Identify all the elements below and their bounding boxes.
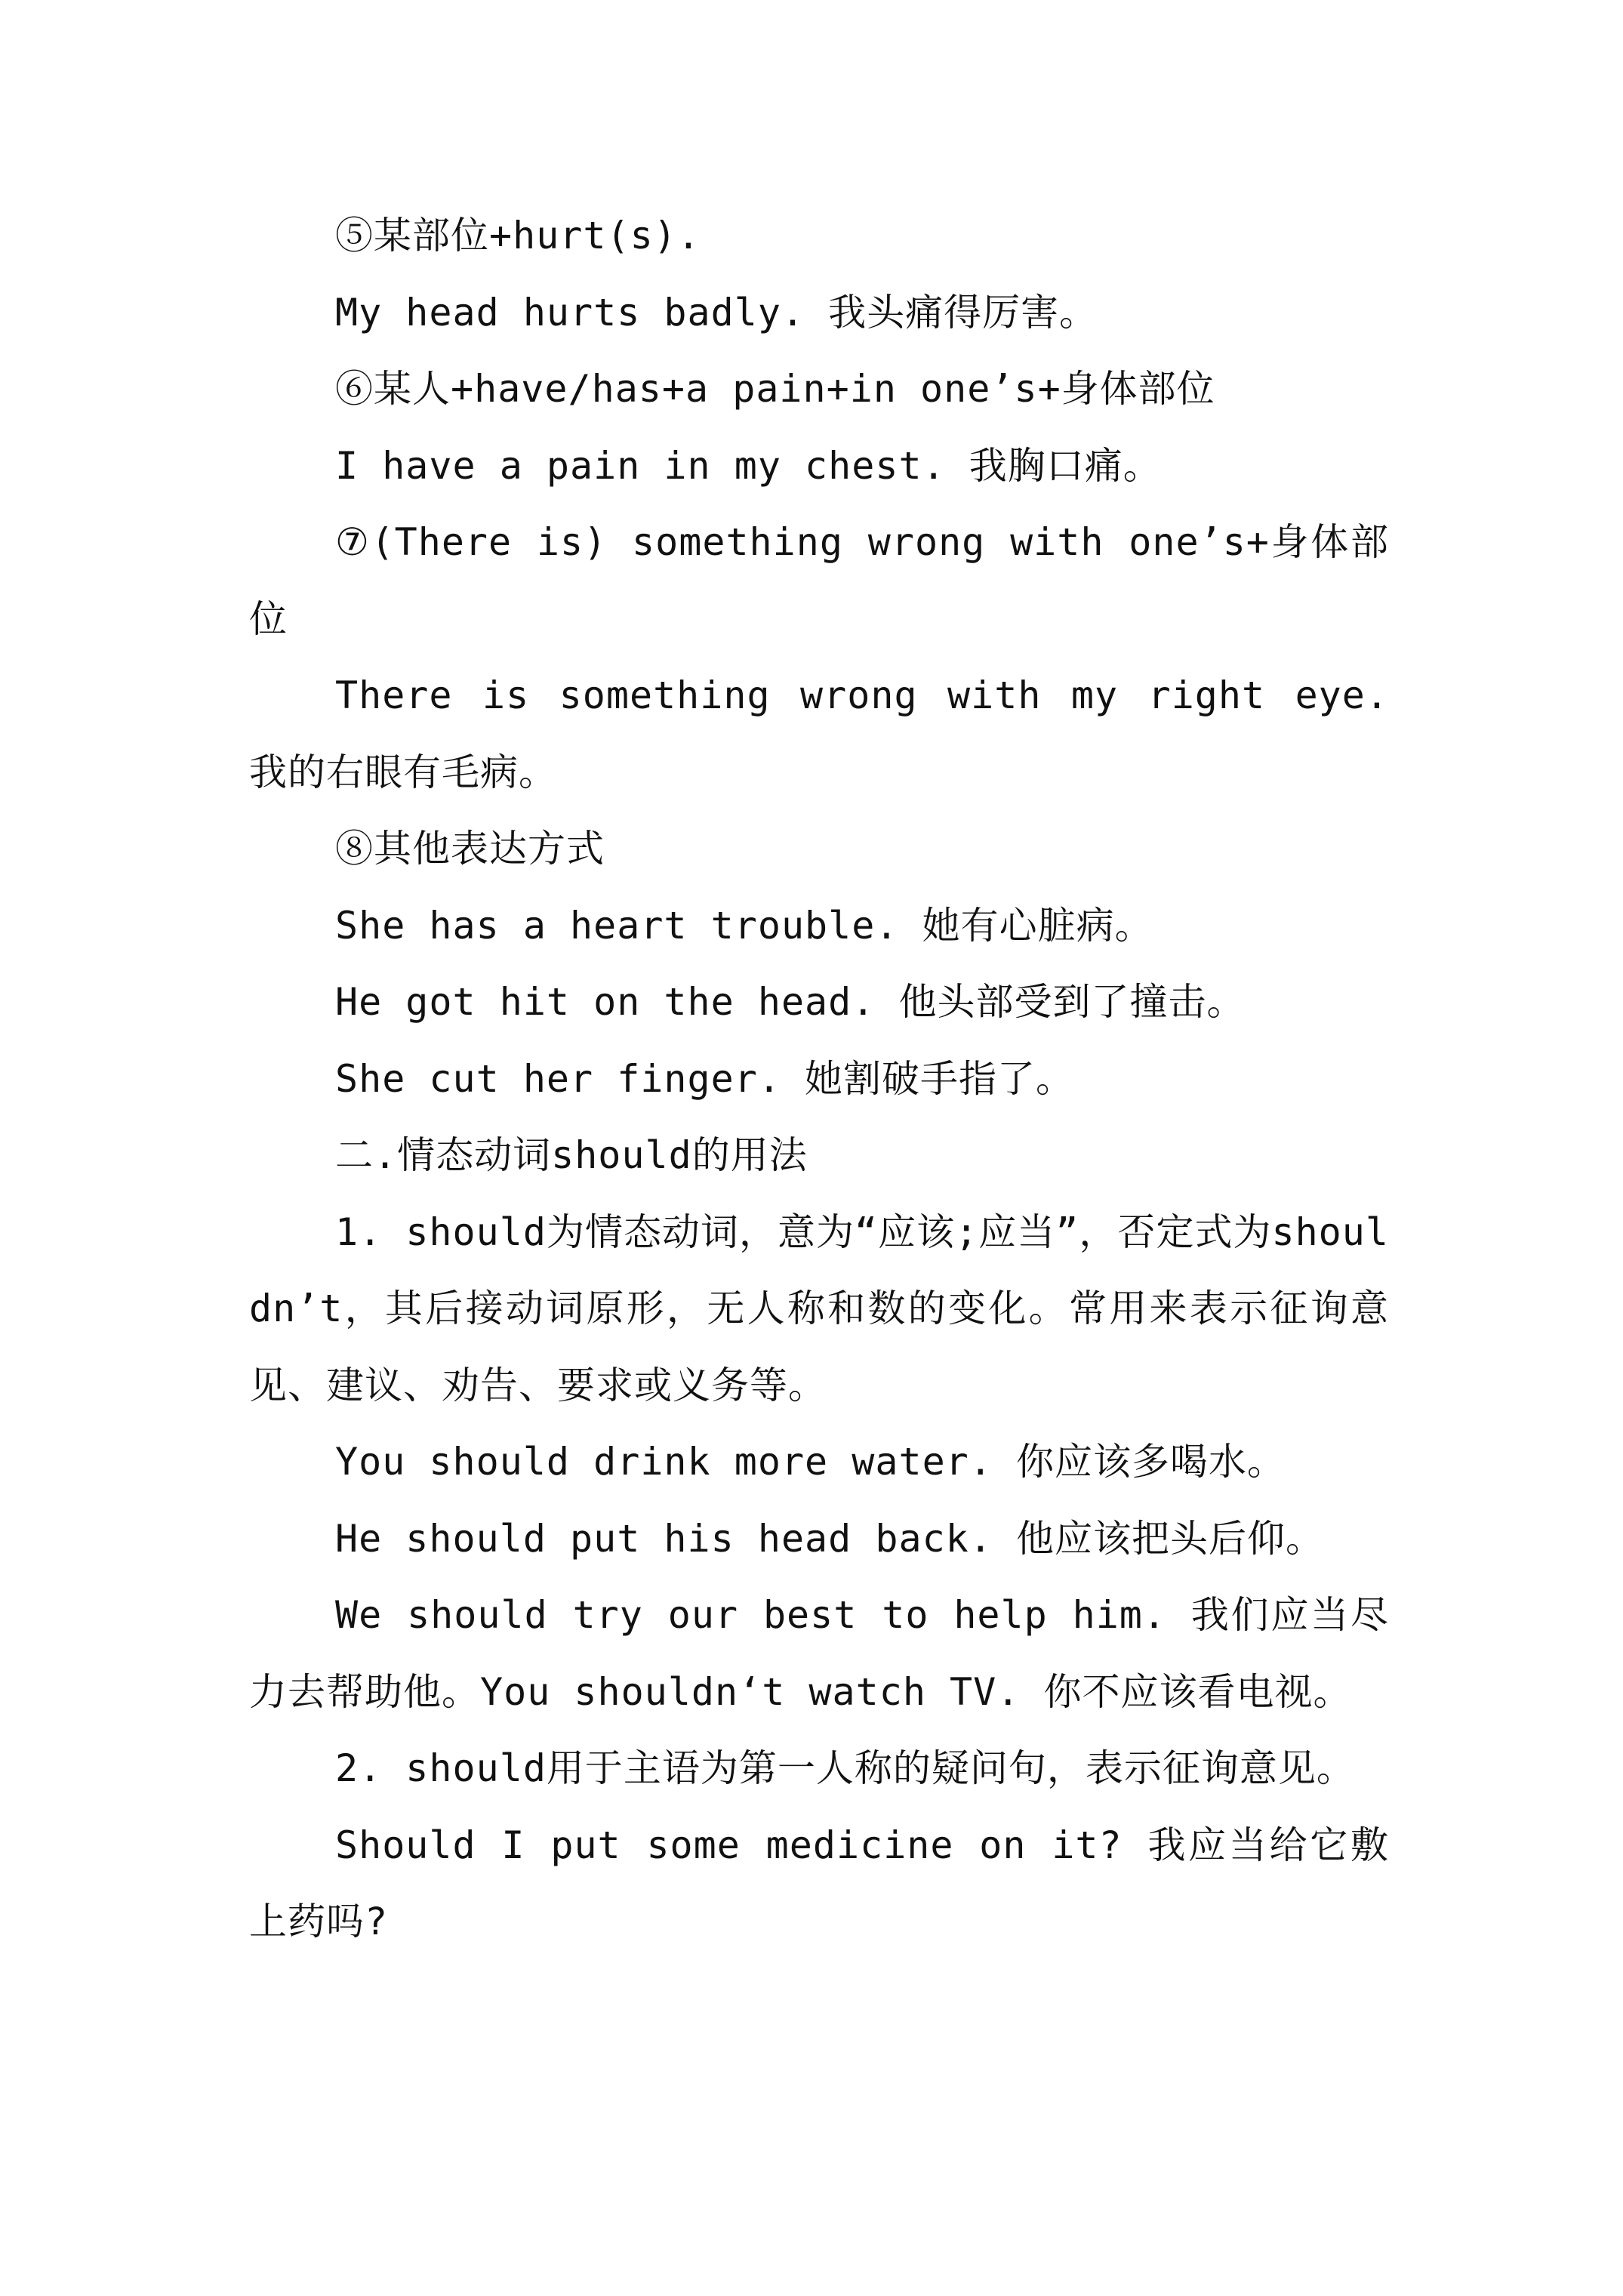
paragraph-should-rule-2: 2. should用于主语为第一人称的疑问句，表示征询意见。 — [335, 1746, 1355, 1790]
section-heading-should: 二.情态动词should的用法 — [335, 1133, 808, 1177]
paragraph-example-medicine: Should I put some medicine on it? 我应当给它敷上药吗? — [249, 1823, 1389, 1943]
paragraph-expression-8: ⑧其他表达方式 — [335, 827, 605, 871]
paragraph-example-right-eye: There is something wrong with my right eye. 我的右眼有毛病。 — [249, 673, 1389, 794]
paragraph-example-chest-pain: I have a pain in my chest. 我胸口痛。 — [335, 443, 1162, 488]
paragraph-example-cut-finger: She cut her finger. 她割破手指了。 — [335, 1056, 1075, 1101]
paragraph-example-drink-water: You should drink more water. 你应该多喝水。 — [335, 1440, 1286, 1484]
paragraph-expression-7: ⑦(There is) something wrong with one’s+身体部位 — [249, 520, 1389, 641]
paragraph-example-hit-head: He got hit on the head. 他头部受到了撞击。 — [335, 980, 1246, 1024]
paragraph-expression-5: ⑤某部位+hurt(s). — [335, 214, 701, 257]
document-body — [249, 198, 1389, 1961]
paragraph-expression-6: ⑥某人+have/has+a pain+in one’s+身体部位 — [335, 367, 1215, 411]
paragraph-example-heart-trouble: She has a heart trouble. 她有心脏病。 — [335, 903, 1153, 948]
paragraph-example-head-hurts: My head hurts badly. 我头痛得厉害。 — [335, 290, 1098, 334]
paragraph-should-rule-1: 1. should为情态动词，意为“应该;应当”，否定式为shouldn’t，其后接动词原形，无人称和数的变化。常用来表示征询意见、建议、劝告、要求或义务等。 — [249, 1210, 1389, 1407]
paragraph-example-help-him: We should try our best to help him. 我们应当尽力去帮助他。You shouldn‘t watch TV. 你不应该看电视。 — [249, 1593, 1389, 1714]
paragraph-example-head-back: He should put his head back. 他应该把头后仰。 — [335, 1516, 1324, 1561]
